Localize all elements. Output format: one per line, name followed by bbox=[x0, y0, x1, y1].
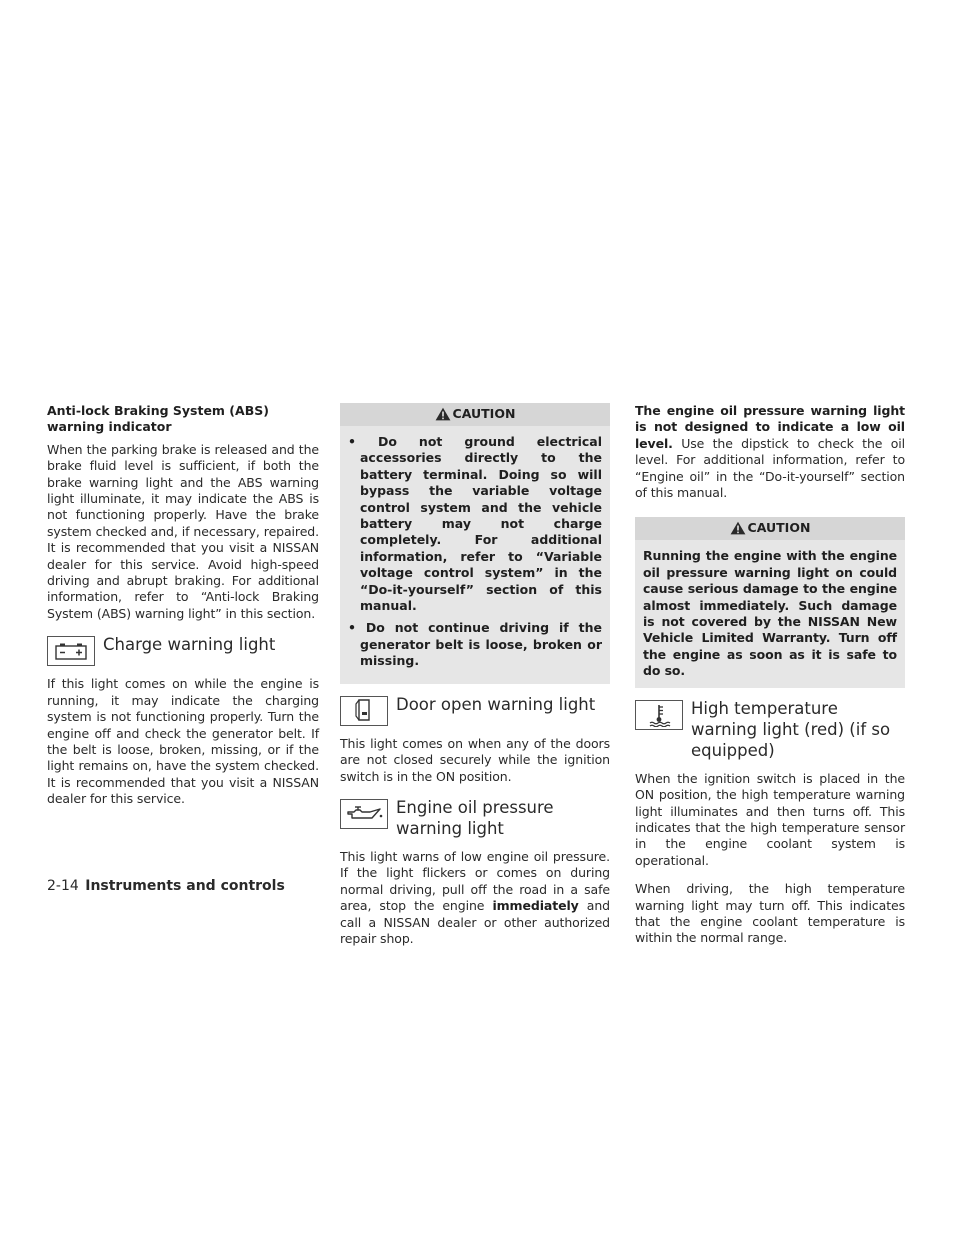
left-column bbox=[47, 403, 319, 820]
high-temperature-text: When the ignition switch is placed in the ON position, the high temperature warning light illuminates and then turns off. This indicates that the high temperature sensor in the engine coolant system is operational. bbox=[635, 770, 905, 868]
oil-can-icon bbox=[340, 799, 388, 829]
high-temperature-heading bbox=[635, 698, 905, 761]
abs-indicator-heading: Anti-lock Braking System (ABS) warning indicator bbox=[47, 403, 269, 435]
high-temperature-title: High temperature warning light (red) (if so equipped) bbox=[691, 698, 891, 760]
caution-list bbox=[348, 434, 602, 670]
caution-header bbox=[340, 403, 610, 426]
warning-triangle-icon bbox=[435, 407, 451, 421]
oil-pressure-text bbox=[340, 849, 610, 947]
door-open-icon bbox=[340, 696, 388, 726]
abs-indicator-text: When the parking brake is released and the brake fluid level is sufficient, if both the brake warning light and the ABS warning light illuminate, it may indicate the ABS is not functioning properly. Have the brake system checked and, if necessary, repaired. It is recommended that you visit a NISSAN dealer for this service. Avoid high-speed driving and abrupt braking. For additional information, refer to “Anti-lock Braking System (ABS) warning light” in this section. bbox=[47, 441, 319, 621]
high-temperature-text: When driving, the high temperature warning light may turn off. This indicates that the engine coolant temperature is within the normal range. bbox=[635, 881, 905, 946]
oil-level-bold: The engine oil pressure warning light is not designed to indicate a low oil level. bbox=[635, 403, 905, 451]
caution-item: • Do not continue driving if the generator belt is loose, broken or missing. bbox=[348, 620, 602, 669]
caution-label: CAUTION bbox=[747, 520, 811, 536]
oil-pressure-heading bbox=[340, 797, 610, 839]
page-number: 2-14 bbox=[47, 878, 79, 894]
section-title: Instruments and controls bbox=[85, 878, 285, 894]
middle-column bbox=[340, 403, 610, 959]
right-column bbox=[635, 403, 905, 959]
caution-box-generator bbox=[340, 403, 610, 684]
coolant-temperature-icon bbox=[635, 700, 683, 730]
charge-warning-text: If this light comes on while the engine is running, it may indicate the charging system is not functioning properly. Turn the engine off and check the generator belt. If the belt is loose, broken, missing, or if the light remains on, have the system checked. It is recommended that you visit a NISSAN dealer for this service. bbox=[47, 676, 319, 807]
charge-warning-heading bbox=[47, 634, 319, 666]
immediately-emphasis: immediately bbox=[492, 898, 579, 914]
oil-pressure-text-part: and call a NISSAN dealer or other authorized repair shop. bbox=[340, 898, 610, 946]
battery-icon bbox=[47, 636, 95, 666]
oil-pressure-text-part: This light warns of low engine oil pressure. If the light flickers or comes on during normal driving, pull off the road in a safe area, stop the engine bbox=[340, 848, 610, 914]
oil-pressure-title: Engine oil pressure warning light bbox=[396, 797, 554, 838]
door-open-title: Door open warning light bbox=[396, 694, 596, 714]
caution-header bbox=[635, 517, 905, 540]
door-open-heading bbox=[340, 694, 610, 726]
warning-triangle-icon bbox=[730, 521, 746, 535]
oil-level-paragraph bbox=[635, 403, 905, 501]
oil-level-text: Use the dipstick to check the oil level. For additional information, refer to “Engine oil” in the “Do-it-yourself” section of this manual. bbox=[635, 435, 906, 501]
charge-warning-title: Charge warning light bbox=[103, 635, 276, 655]
caution-label: CAUTION bbox=[452, 406, 516, 421]
door-open-text: This light comes on when any of the doors are not closed securely while the ignition switch is in the ON position. bbox=[340, 735, 610, 784]
page-footer bbox=[47, 877, 285, 895]
caution-text: Running the engine with the engine oil pressure warning light on could cause serious damage to the engine almost immediately. Such damage is not covered by the NISSAN New Vehicle Limited Warranty. Turn off the engine as soon as it is safe to do so. bbox=[643, 548, 897, 679]
caution-box-oil bbox=[635, 517, 905, 687]
caution-item: • Do not ground electrical accessories directly to the battery terminal. Doing so will bypass the variable voltage control system and the vehicle battery may not charge completely. For additional information, refer to “Variable voltage control system” in the “Do-it-yourself” section of this manual. bbox=[348, 434, 602, 614]
